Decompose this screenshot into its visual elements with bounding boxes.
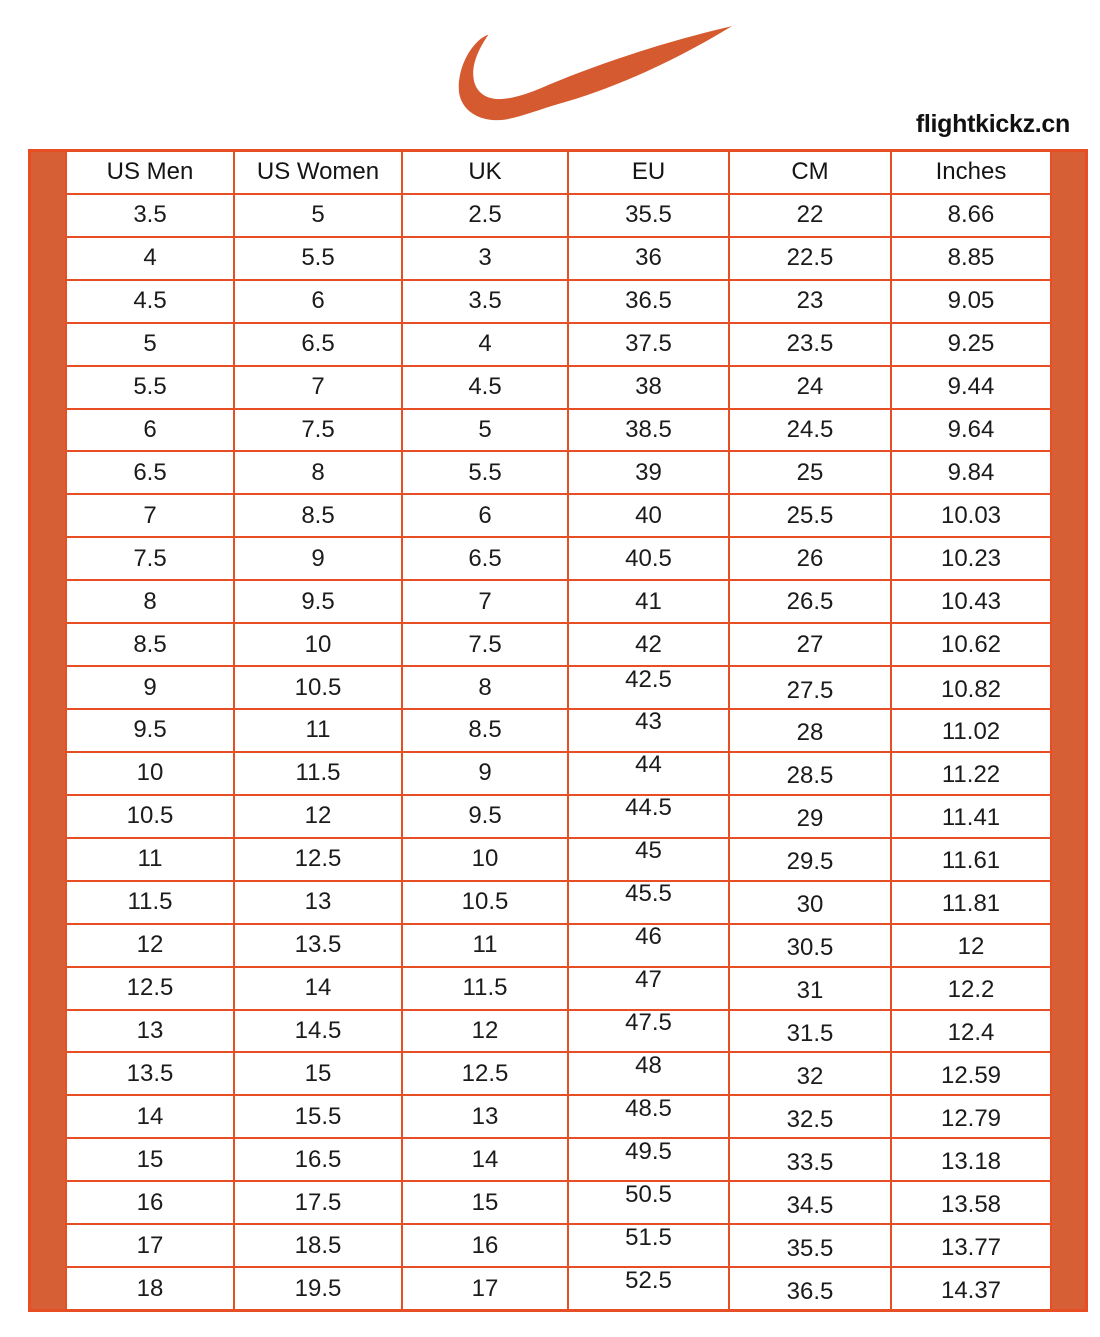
column-header-inches: Inches xyxy=(892,152,1050,193)
size-cell: 24 xyxy=(730,367,890,408)
size-cell: 9 xyxy=(403,753,567,794)
size-cell: 4.5 xyxy=(403,367,567,408)
size-cell: 29 xyxy=(730,796,890,837)
size-cell: 29.5 xyxy=(730,839,890,880)
size-cell: 11.02 xyxy=(892,710,1050,751)
size-cell: 7 xyxy=(403,581,567,622)
size-cell: 45 xyxy=(569,839,728,880)
size-cell: 42 xyxy=(569,624,728,665)
size-cell: 19.5 xyxy=(235,1268,401,1309)
size-cell: 12.59 xyxy=(892,1053,1050,1094)
size-cell: 6 xyxy=(235,281,401,322)
column-header-cm: CM xyxy=(730,152,890,193)
size-cell: 44 xyxy=(569,753,728,794)
size-cell: 7 xyxy=(67,495,233,536)
size-cell: 28 xyxy=(730,710,890,751)
size-cell: 5.5 xyxy=(235,238,401,279)
size-cell: 14.37 xyxy=(892,1268,1050,1309)
size-cell: 9 xyxy=(235,538,401,579)
size-cell: 12.4 xyxy=(892,1011,1050,1052)
size-cell: 11 xyxy=(67,839,233,880)
size-cell: 43 xyxy=(569,710,728,751)
size-cell: 12.2 xyxy=(892,968,1050,1009)
size-cell: 34.5 xyxy=(730,1182,890,1223)
size-cell: 25 xyxy=(730,452,890,493)
size-cell: 10.5 xyxy=(403,882,567,923)
size-cell: 9.5 xyxy=(235,581,401,622)
size-cell: 25.5 xyxy=(730,495,890,536)
size-cell: 10.5 xyxy=(235,667,401,708)
size-cell: 8.85 xyxy=(892,238,1050,279)
size-cell: 30 xyxy=(730,882,890,923)
size-cell: 9.84 xyxy=(892,452,1050,493)
size-cell: 10.43 xyxy=(892,581,1050,622)
size-cell: 8 xyxy=(403,667,567,708)
size-cell: 22.5 xyxy=(730,238,890,279)
size-cell: 9.05 xyxy=(892,281,1050,322)
site-url-label: flightkickz.cn xyxy=(915,110,1070,138)
size-cell: 31 xyxy=(730,968,890,1009)
size-cell: 6.5 xyxy=(235,324,401,365)
size-cell: 10 xyxy=(235,624,401,665)
right-accent-bar xyxy=(1052,152,1085,1309)
size-cell: 9.64 xyxy=(892,410,1050,451)
size-cell: 26.5 xyxy=(730,581,890,622)
size-cell: 15 xyxy=(403,1182,567,1223)
size-cell: 6 xyxy=(67,410,233,451)
column-header-eu: EU xyxy=(569,152,728,193)
size-cell: 10.03 xyxy=(892,495,1050,536)
size-cell: 6.5 xyxy=(403,538,567,579)
size-cell: 36 xyxy=(569,238,728,279)
size-cell: 5 xyxy=(403,410,567,451)
size-cell: 15.5 xyxy=(235,1096,401,1137)
size-cell: 5.5 xyxy=(67,367,233,408)
size-cell: 33.5 xyxy=(730,1139,890,1180)
size-cell: 27 xyxy=(730,624,890,665)
size-cell: 47 xyxy=(569,968,728,1009)
size-cell: 48 xyxy=(569,1053,728,1094)
size-cell: 11.41 xyxy=(892,796,1050,837)
size-cell: 9.5 xyxy=(403,796,567,837)
size-cell: 37.5 xyxy=(569,324,728,365)
size-cell: 32.5 xyxy=(730,1096,890,1137)
size-cell: 46 xyxy=(569,925,728,966)
size-cell: 8 xyxy=(67,581,233,622)
column-header-us-women: US Women xyxy=(235,152,401,193)
size-cell: 12.79 xyxy=(892,1096,1050,1137)
size-cell: 6 xyxy=(403,495,567,536)
size-cell: 9.5 xyxy=(67,710,233,751)
size-cell: 3.5 xyxy=(67,195,233,236)
size-cell: 35.5 xyxy=(730,1225,890,1266)
size-cell: 17 xyxy=(67,1225,233,1266)
size-cell: 11.22 xyxy=(892,753,1050,794)
size-cell: 48.5 xyxy=(569,1096,728,1137)
size-cell: 10.82 xyxy=(892,667,1050,708)
size-cell: 10.23 xyxy=(892,538,1050,579)
size-cell: 27.5 xyxy=(730,667,890,708)
size-cell: 13.5 xyxy=(67,1053,233,1094)
size-cell: 11 xyxy=(235,710,401,751)
size-cell: 41 xyxy=(569,581,728,622)
size-cell: 9 xyxy=(67,667,233,708)
left-accent-bar xyxy=(31,152,65,1309)
size-cell: 10.5 xyxy=(67,796,233,837)
size-cell: 13 xyxy=(235,882,401,923)
size-cell: 12 xyxy=(403,1011,567,1052)
size-cell: 38 xyxy=(569,367,728,408)
size-cell: 8.5 xyxy=(67,624,233,665)
size-cell: 13 xyxy=(403,1096,567,1137)
size-cell: 4.5 xyxy=(67,281,233,322)
size-cell: 35.5 xyxy=(569,195,728,236)
size-cell: 12 xyxy=(235,796,401,837)
size-cell: 5.5 xyxy=(403,452,567,493)
size-cell: 12.5 xyxy=(67,968,233,1009)
size-cell: 16 xyxy=(403,1225,567,1266)
size-cell: 10.62 xyxy=(892,624,1050,665)
column-header-uk: UK xyxy=(403,152,567,193)
nike-swoosh-icon xyxy=(452,22,732,122)
size-cell: 7.5 xyxy=(403,624,567,665)
size-cell: 8 xyxy=(235,452,401,493)
size-cell: 15 xyxy=(235,1053,401,1094)
size-cell: 36.5 xyxy=(569,281,728,322)
size-cell: 9.25 xyxy=(892,324,1050,365)
size-cell: 24.5 xyxy=(730,410,890,451)
size-cell: 13.5 xyxy=(235,925,401,966)
size-cell: 36.5 xyxy=(730,1268,890,1309)
size-cell: 42.5 xyxy=(569,667,728,708)
size-cell: 11.5 xyxy=(403,968,567,1009)
size-cell: 23.5 xyxy=(730,324,890,365)
column-header-us-men: US Men xyxy=(67,152,233,193)
size-cell: 23 xyxy=(730,281,890,322)
size-cell: 47.5 xyxy=(569,1011,728,1052)
size-cell: 3 xyxy=(403,238,567,279)
size-cell: 28.5 xyxy=(730,753,890,794)
size-cell: 17 xyxy=(403,1268,567,1309)
size-cell: 13.58 xyxy=(892,1182,1050,1223)
size-cell: 10 xyxy=(67,753,233,794)
size-cell: 7.5 xyxy=(235,410,401,451)
size-cell: 44.5 xyxy=(569,796,728,837)
size-cell: 12 xyxy=(892,925,1050,966)
size-cell: 5 xyxy=(235,195,401,236)
size-cell: 12.5 xyxy=(403,1053,567,1094)
size-cell: 26 xyxy=(730,538,890,579)
size-cell: 17.5 xyxy=(235,1182,401,1223)
size-cell: 13.18 xyxy=(892,1139,1050,1180)
size-cell: 14.5 xyxy=(235,1011,401,1052)
size-cell: 14 xyxy=(235,968,401,1009)
size-cell: 12 xyxy=(67,925,233,966)
size-cell: 11.5 xyxy=(67,882,233,923)
size-cell: 18.5 xyxy=(235,1225,401,1266)
size-cell: 22 xyxy=(730,195,890,236)
size-cell: 4 xyxy=(67,238,233,279)
size-cell: 14 xyxy=(403,1139,567,1180)
size-cell: 8.5 xyxy=(235,495,401,536)
size-cell: 38.5 xyxy=(569,410,728,451)
size-cell: 11.61 xyxy=(892,839,1050,880)
size-cell: 30.5 xyxy=(730,925,890,966)
size-cell: 8.66 xyxy=(892,195,1050,236)
size-cell: 5 xyxy=(67,324,233,365)
size-cell: 3.5 xyxy=(403,281,567,322)
size-cell: 12.5 xyxy=(235,839,401,880)
size-cell: 14 xyxy=(67,1096,233,1137)
size-cell: 15 xyxy=(67,1139,233,1180)
size-cell: 9.44 xyxy=(892,367,1050,408)
size-cell: 2.5 xyxy=(403,195,567,236)
size-cell: 45.5 xyxy=(569,882,728,923)
size-cell: 49.5 xyxy=(569,1139,728,1180)
size-cell: 52.5 xyxy=(569,1268,728,1309)
size-cell: 40 xyxy=(569,495,728,536)
size-cell: 16 xyxy=(67,1182,233,1223)
size-cell: 11 xyxy=(403,925,567,966)
size-cell: 10 xyxy=(403,839,567,880)
size-cell: 31.5 xyxy=(730,1011,890,1052)
size-cell: 11.81 xyxy=(892,882,1050,923)
size-cell: 16.5 xyxy=(235,1139,401,1180)
size-cell: 32 xyxy=(730,1053,890,1094)
size-cell: 7.5 xyxy=(67,538,233,579)
size-cell: 7 xyxy=(235,367,401,408)
size-cell: 18 xyxy=(67,1268,233,1309)
size-cell: 4 xyxy=(403,324,567,365)
size-cell: 40.5 xyxy=(569,538,728,579)
size-cell: 39 xyxy=(569,452,728,493)
size-cell: 6.5 xyxy=(67,452,233,493)
size-cell: 13 xyxy=(67,1011,233,1052)
size-cell: 13.77 xyxy=(892,1225,1050,1266)
size-cell: 11.5 xyxy=(235,753,401,794)
size-conversion-table xyxy=(28,149,1088,1312)
size-cell: 51.5 xyxy=(569,1225,728,1266)
size-cell: 50.5 xyxy=(569,1182,728,1223)
size-cell: 8.5 xyxy=(403,710,567,751)
